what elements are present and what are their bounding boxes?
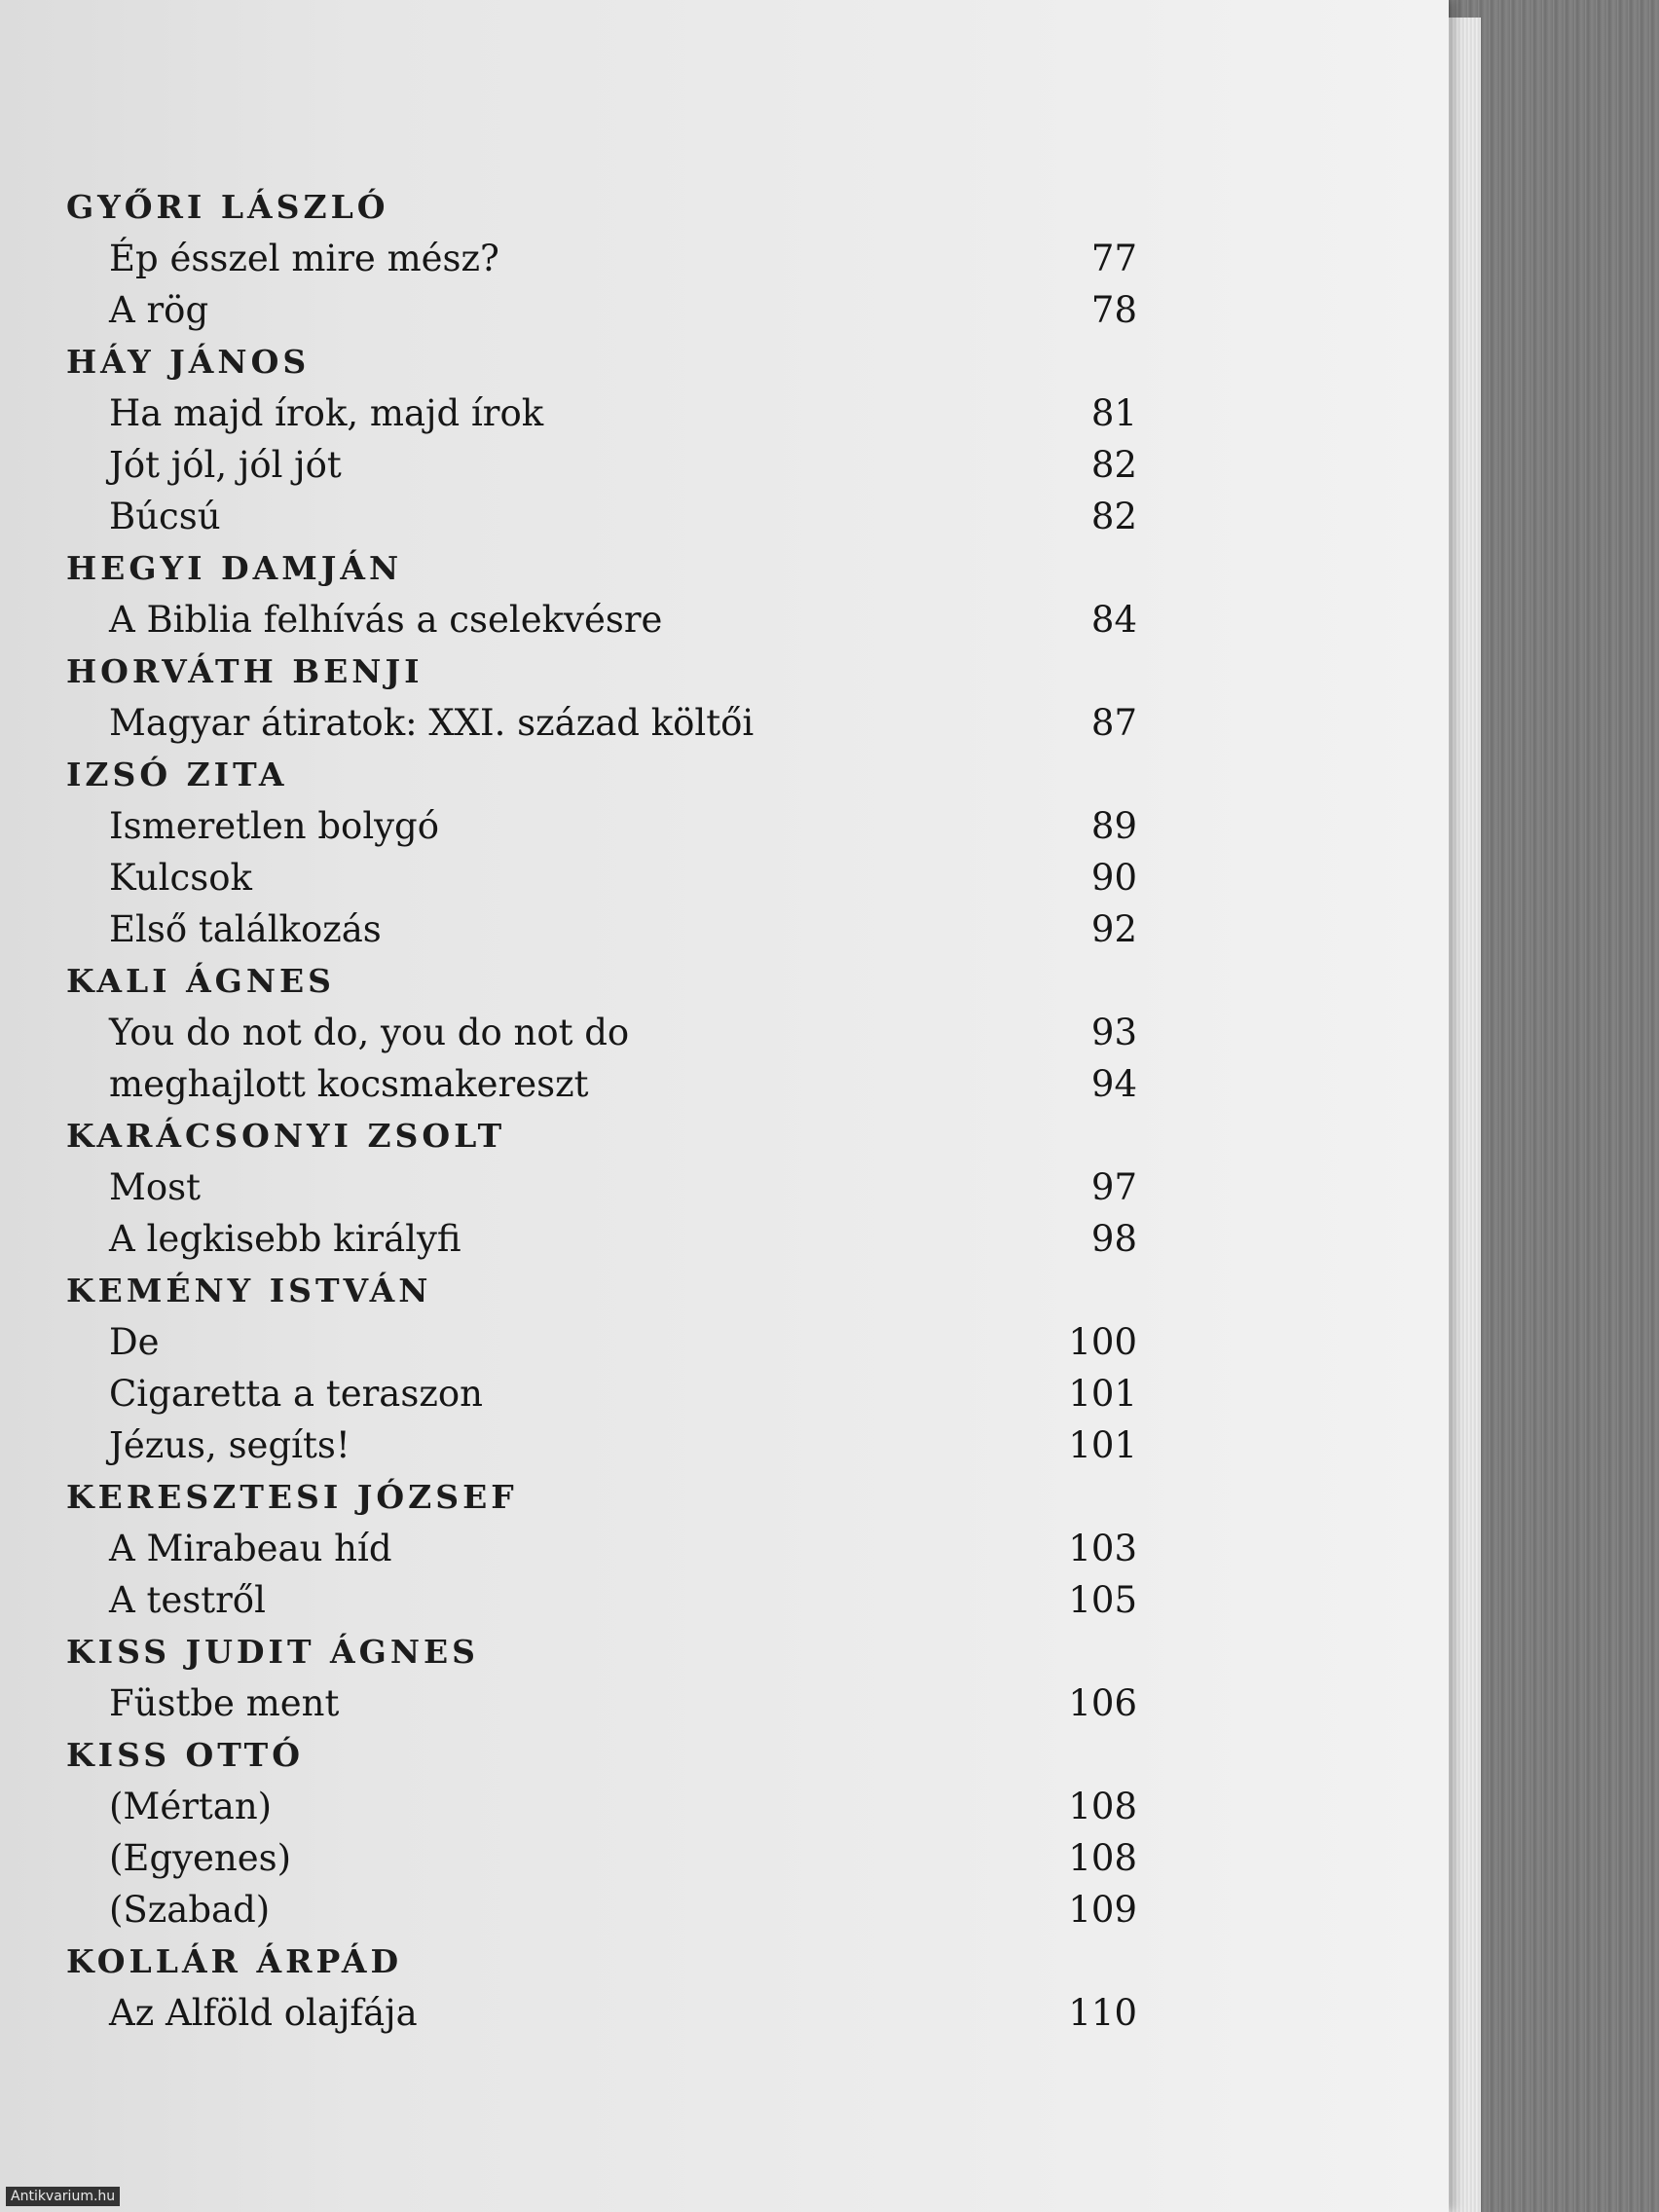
author-heading: HORVÁTH BENJI (66, 652, 424, 690)
toc-entry (66, 284, 1186, 336)
watermark: Antikvarium.hu (6, 2187, 120, 2206)
toc-entry (66, 233, 1186, 284)
toc-entry (66, 491, 1186, 542)
entry-title: Az Alföld olajfája (109, 1992, 418, 2034)
entry-page-number: 77 (1090, 238, 1137, 279)
entry-page-number: 103 (1068, 1528, 1137, 1569)
entry-page-number: 82 (1090, 444, 1137, 486)
toc-entry (66, 903, 1186, 955)
entry-page-number: 110 (1068, 1992, 1137, 2034)
author-heading: GYŐRI LÁSZLÓ (66, 188, 389, 226)
author-heading: KERESZTESI JÓZSEF (66, 1478, 518, 1516)
author-heading: KARÁCSONYI ZSOLT (66, 1117, 506, 1155)
entry-title: A testről (109, 1579, 266, 1621)
entry-title: (Egyenes) (109, 1837, 292, 1879)
entry-title: You do not do, you do not do (109, 1012, 630, 1053)
author-heading: HÁY JÁNOS (66, 343, 311, 381)
toc-entry (66, 1007, 1186, 1058)
entry-page-number: 93 (1090, 1012, 1137, 1053)
entry-page-number: 101 (1068, 1424, 1137, 1466)
entry-title: Első találkozás (109, 908, 382, 950)
entry-title: (Mértan) (109, 1786, 273, 1827)
toc-entry (66, 1987, 1186, 2039)
entry-title: Ha majd írok, majd írok (109, 392, 544, 434)
entry-title: A rög (109, 289, 209, 331)
author-heading: IZSÓ ZITA (66, 756, 288, 793)
toc-entry (66, 1058, 1186, 1110)
toc-entry (66, 387, 1186, 439)
entry-title: Búcsú (109, 496, 221, 537)
entry-page-number: 108 (1068, 1837, 1137, 1879)
entry-title: (Szabad) (109, 1889, 271, 1931)
entry-page-number: 90 (1090, 857, 1137, 899)
entry-title: Cigaretta a teraszon (109, 1373, 483, 1415)
entry-title: Füstbe ment (109, 1682, 340, 1724)
toc-entry (66, 1161, 1186, 1213)
author-heading: KISS JUDIT ÁGNES (66, 1633, 479, 1671)
entry-page-number: 97 (1090, 1166, 1137, 1208)
toc-entry (66, 439, 1186, 491)
entry-title: meghajlott kocsmakereszt (109, 1063, 589, 1105)
author-heading: KALI ÁGNES (66, 962, 336, 1000)
entry-title: Ép ésszel mire mész? (109, 238, 499, 279)
entry-title: A legkisebb királyfi (109, 1218, 461, 1260)
entry-page-number: 101 (1068, 1373, 1137, 1415)
entry-title: Jézus, segíts! (109, 1424, 350, 1466)
entry-page-number: 89 (1090, 805, 1137, 847)
toc-entry (66, 1368, 1186, 1419)
entry-page-number: 84 (1090, 599, 1137, 641)
entry-title: Magyar átiratok: XXI. század költői (109, 702, 755, 744)
entry-page-number: 81 (1090, 392, 1137, 434)
toc-entry (66, 1316, 1186, 1368)
entry-title: Jót jól, jól jót (109, 444, 342, 486)
entry-title: Most (109, 1166, 202, 1208)
entry-page-number: 82 (1090, 496, 1137, 537)
entry-page-number: 92 (1090, 908, 1137, 950)
author-heading: HEGYI DAMJÁN (66, 549, 403, 587)
entry-page-number: 87 (1090, 702, 1137, 744)
entry-title: A Mirabeau híd (109, 1528, 392, 1569)
toc-entry (66, 1677, 1186, 1729)
toc-entry (66, 1523, 1186, 1574)
toc-entry (66, 1574, 1186, 1626)
toc-entry (66, 800, 1186, 852)
toc-entry (66, 1884, 1186, 1936)
entry-page-number: 109 (1068, 1889, 1137, 1931)
toc-entry (66, 697, 1186, 749)
entry-page-number: 98 (1090, 1218, 1137, 1260)
toc-entry (66, 852, 1186, 903)
entry-page-number: 100 (1068, 1321, 1137, 1363)
author-heading: KISS OTTÓ (66, 1736, 304, 1774)
entry-title: De (109, 1321, 160, 1363)
entry-page-number: 108 (1068, 1786, 1137, 1827)
toc-entry (66, 594, 1186, 645)
entry-page-number: 78 (1090, 289, 1137, 331)
toc-entry (66, 1419, 1186, 1471)
toc-entry (66, 1832, 1186, 1884)
author-heading: KEMÉNY ISTVÁN (66, 1272, 432, 1309)
entry-title: Ismeretlen bolygó (109, 805, 440, 847)
toc-entry (66, 1213, 1186, 1265)
table-of-contents (66, 181, 1186, 2039)
entry-title: Kulcsok (109, 857, 252, 899)
entry-page-number: 94 (1090, 1063, 1137, 1105)
entry-page-number: 105 (1068, 1579, 1137, 1621)
author-heading: KOLLÁR ÁRPÁD (66, 1942, 403, 1980)
toc-entry (66, 1781, 1186, 1832)
entry-title: A Biblia felhívás a cselekvésre (109, 599, 663, 641)
entry-page-number: 106 (1068, 1682, 1137, 1724)
